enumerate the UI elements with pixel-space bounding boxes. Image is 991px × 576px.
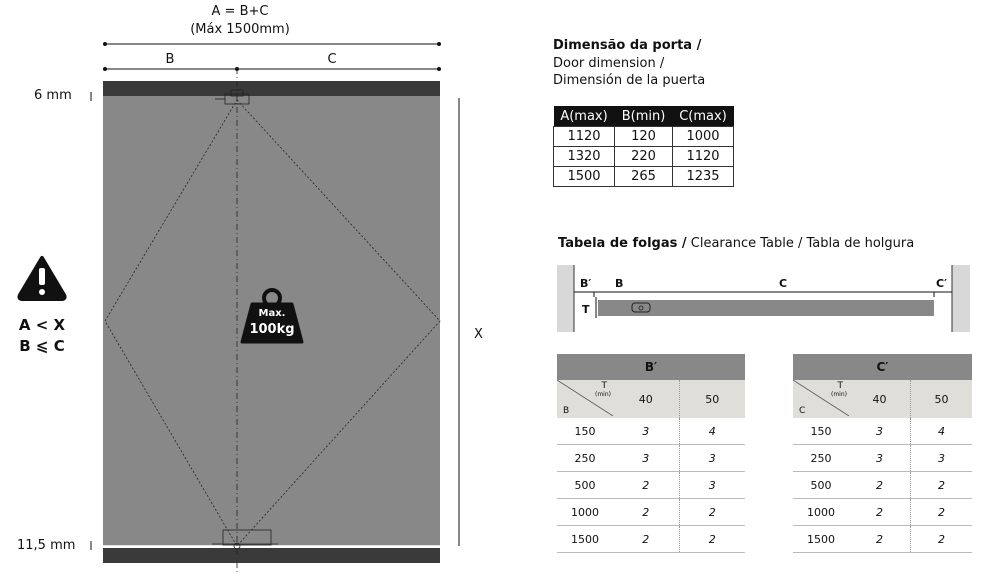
table-cell: 3	[613, 418, 679, 445]
table-cell: 2	[679, 499, 745, 526]
clearance-label-b: B	[615, 277, 624, 290]
rule-b-le-c: B ⩽ C	[19, 337, 65, 355]
row-header: 250	[557, 445, 613, 472]
table-row	[793, 445, 972, 472]
table-row	[557, 418, 745, 445]
clearance-diagram	[550, 260, 975, 340]
table-row	[793, 418, 972, 445]
clearance-label-bprime: B′	[580, 277, 592, 290]
door-dimension-title-es: Dimensión de la puerta	[553, 73, 706, 88]
clearance-title-rest: Clearance Table / Tabla de holgura	[690, 236, 915, 251]
table-cell: 2	[911, 526, 973, 553]
table-row	[557, 472, 745, 499]
c-dimension-label: C	[327, 52, 337, 67]
table-cell: 2	[911, 472, 973, 499]
table-cell: 2	[613, 472, 679, 499]
table-cell: 2	[911, 499, 973, 526]
row-header: 1000	[557, 499, 613, 526]
weight-label-max: Max.	[258, 308, 286, 319]
corner-cell	[793, 380, 849, 418]
table-header: C′	[793, 354, 972, 380]
table-cell: 3	[679, 445, 745, 472]
table-row	[793, 526, 972, 553]
row-header: 250	[793, 445, 849, 472]
corner-cell	[557, 380, 613, 418]
row-header: 1000	[793, 499, 849, 526]
col-header: C(max)	[673, 106, 734, 127]
table-cell: 3	[849, 418, 911, 445]
dimension-formula: A = B+C	[211, 4, 269, 19]
table-cell: 2	[613, 526, 679, 553]
table-cell: 4	[911, 418, 973, 445]
bottom-rail	[103, 548, 440, 563]
clearance-title	[558, 236, 914, 251]
door-dimension-title-en: Door dimension /	[553, 56, 665, 71]
col-header: B(min)	[615, 106, 673, 127]
table-cell: 3	[849, 445, 911, 472]
table-cell: 3	[911, 445, 973, 472]
table-row	[554, 167, 734, 187]
height-x-label: X	[474, 327, 483, 342]
col-header: A(max)	[554, 106, 615, 127]
clearance-label-t: T	[582, 303, 590, 316]
corner-min: (min)	[831, 391, 847, 398]
row-header: 500	[793, 472, 849, 499]
b-dimension-label: B	[165, 52, 175, 67]
table-cell: 2	[613, 499, 679, 526]
table-cell: 3	[613, 445, 679, 472]
row-header: 1500	[557, 526, 613, 553]
col-header: 50	[911, 380, 973, 418]
table-cell: 2	[849, 499, 911, 526]
table-cell: 4	[679, 418, 745, 445]
col-header: 50	[679, 380, 745, 418]
corner-t: T	[601, 381, 607, 391]
table-row	[793, 499, 972, 526]
table-row	[554, 127, 734, 147]
table-cell: 2	[679, 526, 745, 553]
table-row	[554, 147, 734, 167]
clearance-label-c: C	[779, 277, 788, 290]
row-header: 1500	[793, 526, 849, 553]
corner-b: B	[563, 406, 570, 416]
rule-a-less-x: A < X	[18, 316, 66, 334]
corner-min: (min)	[595, 391, 611, 398]
table-row	[793, 472, 972, 499]
table-row	[557, 445, 745, 472]
corner-t: T	[837, 381, 843, 391]
table-cell: 2	[849, 526, 911, 553]
table-cell: 1120	[554, 127, 615, 147]
top-rail	[103, 81, 440, 96]
dimension-max: (Máx 1500mm)	[190, 22, 290, 37]
table-row	[557, 526, 745, 553]
table-cell: 1235	[673, 167, 734, 187]
table-cell: 3	[679, 472, 745, 499]
table-cell: 1120	[673, 147, 734, 167]
clearance-table-b	[557, 354, 745, 553]
row-header: 150	[557, 418, 613, 445]
table-cell: 1000	[673, 127, 734, 147]
door-dimension-table	[553, 106, 734, 187]
table-row	[557, 499, 745, 526]
col-header: 40	[849, 380, 911, 418]
weight-label-kg: 100kg	[249, 322, 295, 337]
clearance-label-cprime: C′	[936, 277, 947, 290]
warning-icon	[19, 258, 64, 299]
table-cell: 265	[615, 167, 673, 187]
clearance-title-bold: Tabela de folgas /	[558, 236, 687, 251]
table-cell: 1320	[554, 147, 615, 167]
bottom-gap-label: 11,5 mm	[17, 538, 76, 553]
door-dimension-title: Dimensão da porta /	[553, 38, 702, 53]
table-cell: 220	[615, 147, 673, 167]
corner-c: C	[799, 406, 806, 416]
table-cell: 120	[615, 127, 673, 147]
col-header: 40	[613, 380, 679, 418]
table-cell: 1500	[554, 167, 615, 187]
clearance-table-c	[793, 354, 972, 553]
table-cell: 2	[849, 472, 911, 499]
table-header: B′	[557, 354, 745, 380]
row-header: 150	[793, 418, 849, 445]
top-gap-label: 6 mm	[34, 88, 72, 103]
row-header: 500	[557, 472, 613, 499]
